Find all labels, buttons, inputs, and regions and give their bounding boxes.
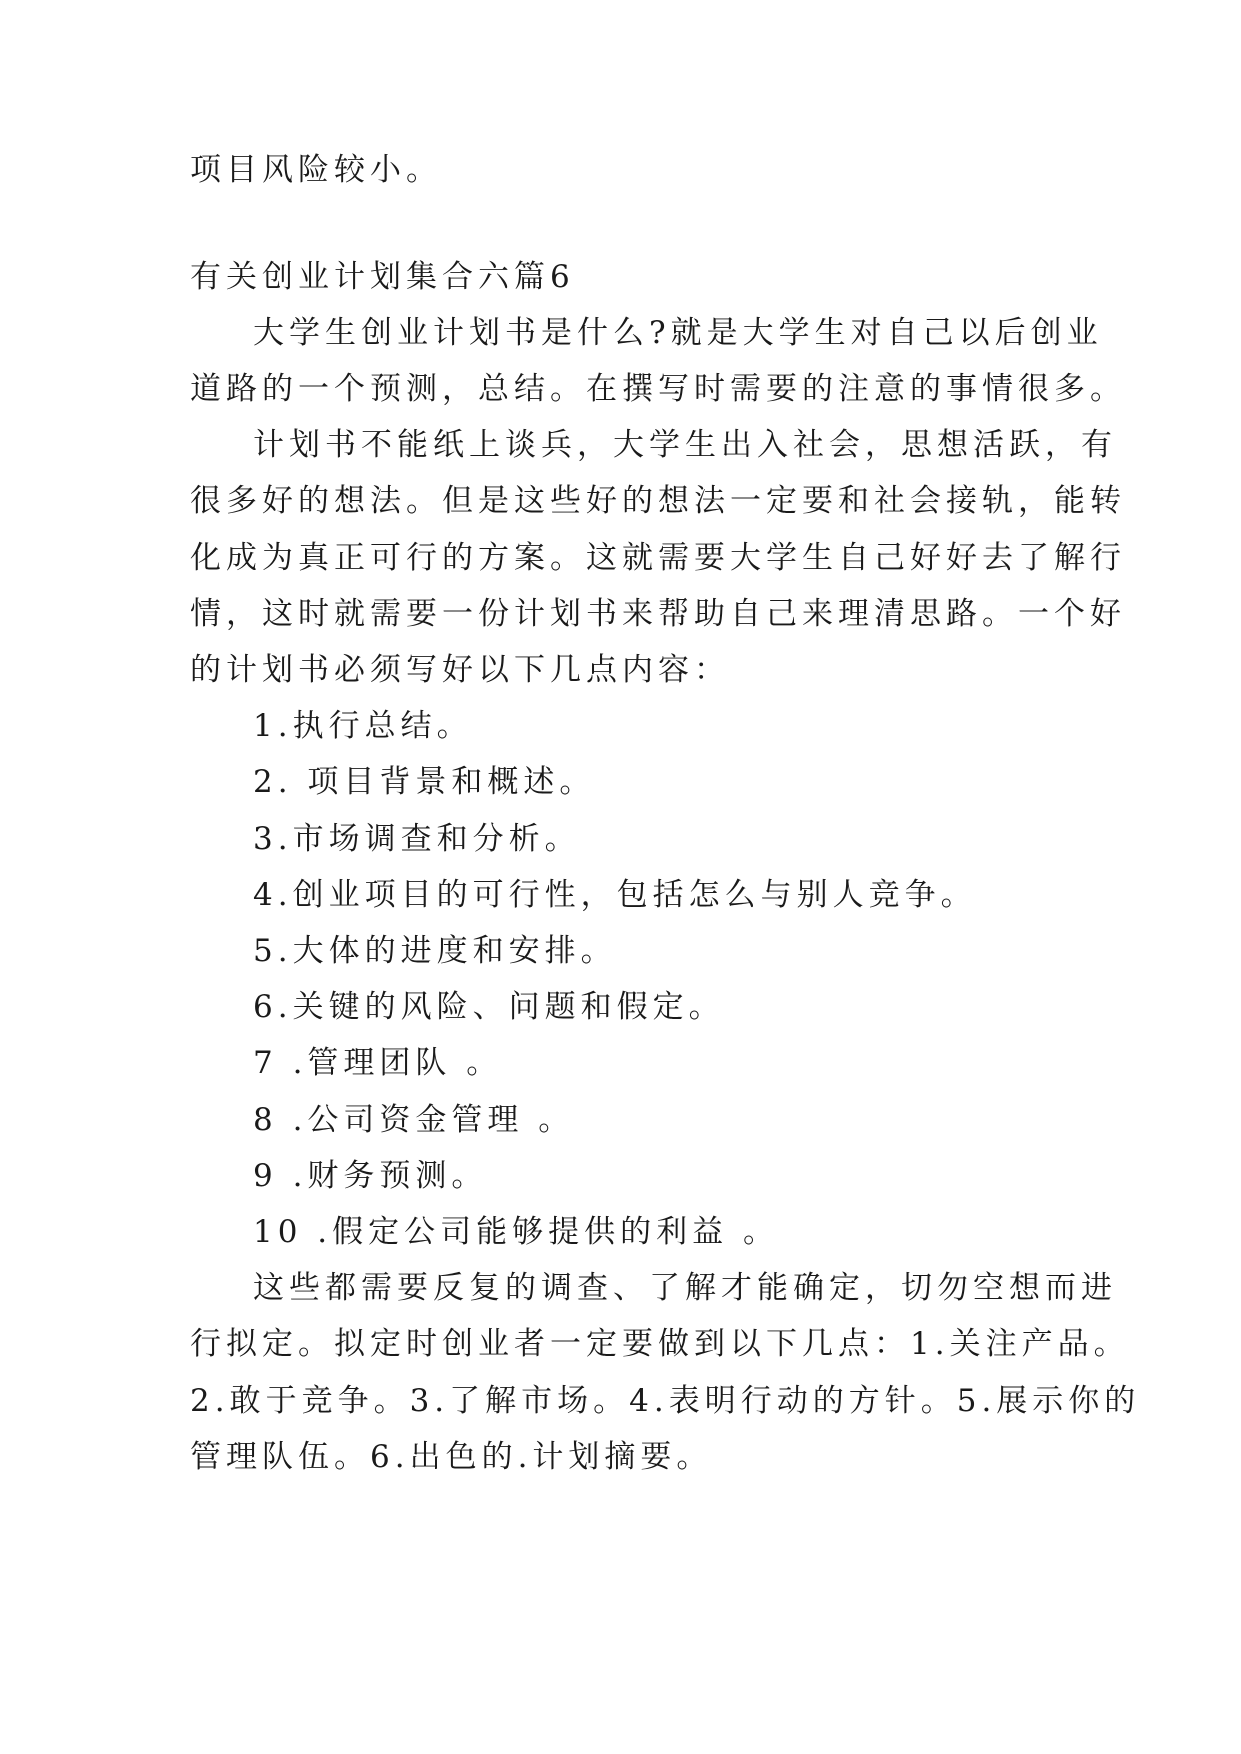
paragraph-line: 大学生创业计划书是什么?就是大学生对自己以后创业 [253, 315, 1103, 351]
paragraph-line: 情，这时就需要一份计划书来帮助自己来理清思路。一个好 [190, 596, 1126, 632]
paragraph-line: 化成为真正可行的方案。这就需要大学生自己好好去了解行 [190, 540, 1126, 576]
paragraph-line: 管理队伍。6.出色的.计划摘要。 [190, 1439, 713, 1475]
paragraph-line: 的计划书必须写好以下几点内容： [190, 652, 730, 688]
paragraph-line: 道路的一个预测，总结。在撰写时需要的注意的事情很多。 [190, 371, 1126, 407]
intro-tail-text: 项目风险较小。 [190, 152, 442, 188]
paragraph-line: 2.敢于竞争。3.了解市场。4.表明行动的方针。5.展示你的 [190, 1383, 1141, 1419]
paragraph-line: 这些都需要反复的调查、了解才能确定，切勿空想而进 [253, 1270, 1117, 1306]
list-item: 3.市场调查和分析。 [253, 821, 581, 857]
list-item: 5.大体的进度和安排。 [253, 933, 617, 969]
paragraph-line: 很多好的想法。但是这些好的想法一定要和社会接轨，能转 [190, 483, 1126, 519]
list-item: 6.关键的风险、问题和假定。 [253, 989, 725, 1025]
list-item: 1.执行总结。 [253, 708, 473, 744]
list-item: 2. 项目背景和概述。 [253, 764, 596, 800]
paragraph-line: 行拟定。拟定时创业者一定要做到以下几点：1.关注产品。 [190, 1326, 1130, 1362]
list-item: 4.创业项目的可行性，包括怎么与别人竞争。 [253, 877, 977, 913]
list-item: 9 .财务预测。 [253, 1158, 488, 1194]
section-title: 有关创业计划集合六篇6 [190, 259, 575, 295]
list-item: 10 .假定公司能够提供的利益 。 [253, 1214, 780, 1250]
list-item: 8 .公司资金管理 。 [253, 1102, 575, 1138]
list-item: 7 .管理团队 。 [253, 1045, 503, 1081]
paragraph-line: 计划书不能纸上谈兵，大学生出入社会，思想活跃，有 [253, 427, 1117, 463]
